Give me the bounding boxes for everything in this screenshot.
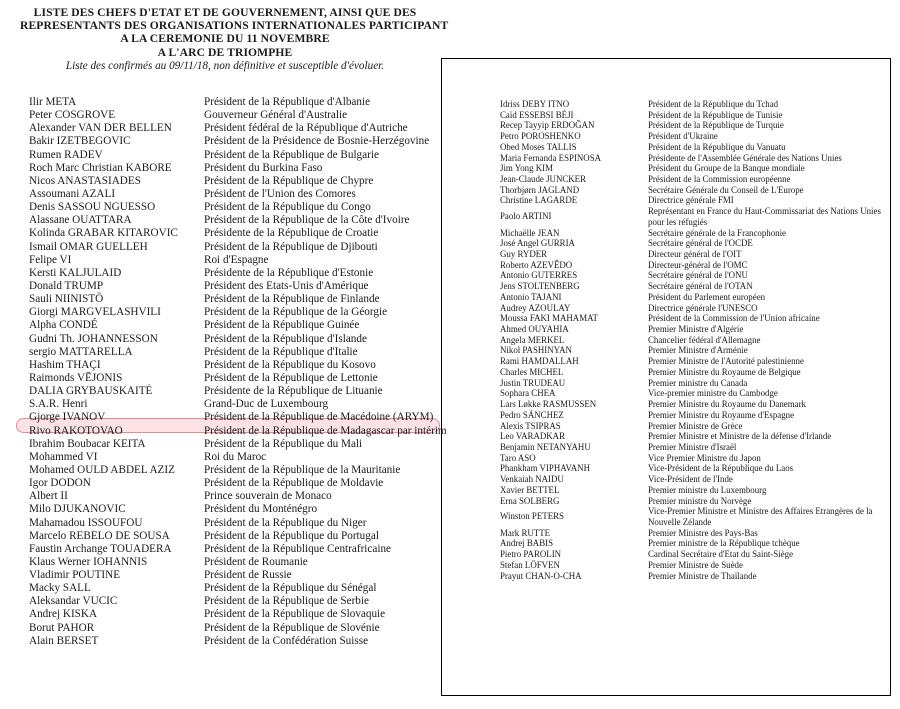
list-item (29, 438, 439, 451)
list-item (29, 490, 439, 503)
list-item (500, 270, 890, 281)
participant-name: Bakir IZETBEGOVIC (29, 135, 131, 148)
list-item (500, 463, 890, 474)
list-item (29, 385, 439, 398)
participant-name: Aleksandar VUCIC (29, 595, 118, 608)
participant-name: Albert II (29, 490, 68, 503)
participant-name: Idriss DEBY ITNO (500, 99, 570, 109)
participant-role: Président de la République d'Albanie (204, 96, 371, 108)
participant-role: Président de la République de Moldavie (204, 477, 384, 490)
list-item (29, 622, 439, 635)
participant-name: Felipe VI (29, 253, 72, 266)
participant-name: Jim Yong KIM (500, 163, 554, 174)
participant-name: Roberto AZEVÊDO (500, 259, 573, 270)
list-item (29, 608, 439, 621)
participant-name: Gjorge IVANOV (29, 411, 106, 424)
left-participant-list (29, 96, 447, 648)
participant-name: Giorgi MARGVELASHVILI (29, 306, 161, 319)
list-item (29, 162, 439, 175)
participant-role: Premier Ministre du Royaume du Danemark (648, 399, 806, 410)
participant-name: Venkaiah NAIDU (500, 474, 564, 485)
list-item (500, 388, 890, 399)
participant-role: Chancelier fédéral d'Allemagne (648, 334, 761, 345)
list-item (500, 560, 890, 571)
participant-role: Président de la République du Kosovo (204, 358, 376, 371)
participant-name: Moussa FAKI MAHAMAT (500, 313, 598, 324)
participant-role: Président de la République du Portugal (204, 529, 379, 542)
title-line: A LA CEREMONIE DU 11 NOVEMBRE (120, 32, 330, 46)
participant-role: Secrétaire général de l'OTAN (648, 281, 753, 292)
participant-role: Président de la République de Djibouti (204, 240, 378, 253)
participant-name: Angela MERKEL (500, 334, 565, 345)
participant-name: Benjamin NETANYAHU (500, 441, 591, 452)
participant-name: Mahamadou ISSOUFOU (29, 516, 143, 529)
right-participant-list (500, 99, 890, 581)
participant-role: Premier Ministre de Grèce (648, 420, 743, 431)
participant-name: Ilir META (29, 96, 77, 108)
participant-name: Roch Marc Christian KABORE (29, 161, 172, 174)
list-item (29, 319, 439, 332)
list-item (500, 163, 890, 174)
participant-name: Hashim THAÇI (29, 358, 101, 371)
list-item (29, 188, 439, 201)
list-item (29, 306, 439, 319)
participant-name: Charles MICHEL (500, 366, 564, 377)
participant-role: Présidente de l'Assemblée Générale des Nations Unies (648, 152, 842, 163)
participant-role: Président de la République de Slovénie (204, 621, 380, 634)
list-item (29, 595, 439, 608)
participant-role: Premier Ministre du Royaume d'Espagne (648, 409, 795, 420)
participant-role: Président de Russie (204, 569, 292, 582)
participant-role: Président de la République de Macédoine (ARYM) (204, 411, 434, 424)
participant-role: Représentant en France du Haut-Commissariat des Nations Unies pour les réfugiés (648, 206, 881, 227)
participant-name: Paolo ARTINI (500, 211, 552, 222)
list-item (500, 260, 890, 271)
list-item (29, 359, 439, 372)
participant-name: Marcelo REBELO DE SOUSA (29, 529, 170, 542)
participant-name: Alexis TSIPRAS (500, 420, 561, 431)
participant-name: Alexander VAN DER BELLEN (29, 122, 172, 135)
participant-role: Prince souverain de Monaco (204, 490, 332, 503)
participant-role: Président de la République de Chypre (204, 174, 374, 187)
participant-role: Gouverneur Général d'Australie (204, 109, 348, 122)
participant-role: Président du Groupe de la Banque mondiale (648, 163, 805, 174)
participant-name: Michaëlle JEAN (500, 227, 560, 238)
participant-name: Christine LAGARDE (500, 195, 578, 206)
list-item (500, 356, 890, 367)
participant-name: Maria Fernanda ESPINOSA (500, 152, 602, 163)
title-line: A L'ARC DE TRIOMPHE (157, 45, 293, 59)
list-item (500, 528, 890, 539)
list-item (29, 372, 439, 385)
participant-role: Présidente de la République de Croatie (204, 227, 379, 240)
participant-name: DALIA GRYBAUSKAITĖ (29, 385, 153, 398)
participant-name: Andrej KISKA (29, 608, 98, 621)
list-item (29, 267, 439, 280)
list-item (500, 238, 890, 249)
list-item (29, 122, 439, 135)
list-item (29, 346, 439, 359)
list-item (29, 503, 439, 516)
participant-role: Président de la République de Tunisie (648, 109, 783, 120)
participant-role: Président de la République du Congo (204, 201, 371, 214)
participant-name: Taro ASO (500, 452, 536, 463)
list-item (29, 135, 439, 148)
list-item (500, 303, 890, 314)
title-line: LISTE DES CHEFS D'ETAT ET DE GOUVERNEMENT, AINSI QUE DES (33, 6, 417, 19)
participant-name: sergio MATTARELLA (29, 345, 133, 358)
participant-role: Président de la République du Sénégal (204, 582, 377, 595)
participant-name: Caïd ESSEBSI BÉJI (500, 109, 574, 120)
participant-role: Président de la République du Mali (204, 437, 363, 450)
participant-role: Président de Roumanie (204, 555, 308, 568)
participant-name: Borut PAHOR (29, 621, 95, 634)
participant-name: Milo DJUKANOVIC (29, 503, 126, 516)
list-item (29, 96, 439, 109)
participant-name: Ismail OMAR GUELLEH (29, 240, 148, 253)
participant-role: Premier Ministre de Suède (648, 559, 743, 570)
participant-name: Antonio TAJANI (500, 291, 562, 302)
list-item (500, 345, 890, 356)
participant-name: Ahmed OUYAHIA (500, 324, 569, 335)
participant-name: Lars Løkke RASMUSSEN (500, 399, 597, 410)
participant-role: Président de la République de Bulgarie (204, 148, 379, 161)
participant-role: Vice-premier ministre du Cambodge (648, 388, 778, 399)
list-item (500, 292, 890, 303)
participant-role: Président du Burkina Faso (204, 161, 323, 174)
list-item (500, 485, 890, 496)
list-item (500, 206, 890, 227)
participant-role: Président fédéral de la République d'Autriche (204, 122, 408, 135)
participant-name: Pedro SÁNCHEZ (500, 409, 564, 420)
participant-name: Denis SASSOU NGUESSO (29, 201, 156, 214)
participant-name: Assoumani AZALI (29, 187, 116, 200)
participant-role: Président de la République du Vanuatu (648, 141, 786, 152)
list-item (29, 280, 439, 293)
list-item (500, 142, 890, 153)
list-item (29, 543, 439, 556)
participant-role: Présidente de la République d'Estonie (204, 266, 374, 279)
list-item (500, 421, 890, 432)
participant-name: Antonio GUTERRES (500, 270, 578, 281)
participant-role: Directrice générale FMI (648, 195, 734, 206)
list-item (500, 313, 890, 324)
participant-name: Kolinda GRABAR KITAROVIC (29, 227, 178, 240)
participant-role: Premier Ministre d'Algérie (648, 324, 744, 335)
participant-role: Secrétaire général de l'ONU (648, 270, 748, 281)
participant-role: Secrétaire générale de la Francophonie (648, 227, 786, 238)
participant-name: Rivo RAKOTOVAO (29, 424, 123, 437)
list-item (500, 99, 890, 110)
participant-name: Alpha CONDÉ (29, 319, 98, 332)
participant-role: Président de la République Guinée (204, 319, 360, 332)
participant-name: Alassane OUATTARA (29, 214, 132, 227)
participant-role: Président de la République du Tchad (648, 99, 779, 109)
list-item (29, 569, 439, 582)
list-item (29, 227, 439, 240)
participant-role: Roi du Maroc (204, 450, 267, 463)
participant-role: Président de la République Centrafricaine (204, 542, 392, 555)
list-item (29, 293, 439, 306)
participant-name: Pietro PAROLIN (500, 549, 562, 560)
list-item (29, 333, 439, 346)
list-item (500, 399, 890, 410)
participant-role: Président de la République de la Mauritanie (204, 463, 401, 476)
participant-name: Thorbjørn JAGLAND (500, 184, 580, 195)
list-item (29, 149, 439, 162)
participant-role: Président de la République de Turquie (648, 120, 784, 131)
participant-name: Macky SALL (29, 582, 91, 595)
list-item (29, 214, 439, 227)
list-item (500, 131, 890, 142)
participant-name: Gudni Th. JOHANNESSON (29, 332, 158, 345)
list-item (500, 549, 890, 560)
title-line: REPRESENTANTS DES ORGANISATIONS INTERNATIONALES PARTICIPANT (20, 19, 449, 33)
participant-role: Cardinal Secrétaire d'Etat du Saint-Siège (648, 549, 794, 560)
participant-role: Premier Ministre et Ministre de la défense d'Irlande (648, 431, 832, 442)
list-item (500, 453, 890, 464)
participant-role: Premier ministre de la République tchèque (648, 538, 800, 549)
list-item (29, 241, 439, 254)
participant-role: Premier Ministre de l'Autorité palestinienne (648, 356, 804, 367)
participant-name: Donald TRUMP (29, 279, 104, 292)
list-item (29, 464, 439, 477)
participant-name: Kersti KALJULAID (29, 266, 122, 279)
participant-name: Xavier BETTEL (500, 484, 560, 495)
participant-role: Vice-Président de la République du Laos (648, 463, 794, 474)
participant-role: Président du Monténégro (204, 503, 318, 516)
list-item (500, 506, 890, 527)
list-item (500, 335, 890, 346)
list-item (29, 411, 439, 424)
participant-name: Obed Moses TALLIS (500, 141, 577, 152)
participant-name: Audrey AZOULAY (500, 302, 571, 313)
list-item (500, 120, 890, 131)
participant-role: Président de la Présidence de Bosnie-Herzégovine (204, 135, 430, 148)
participant-role: Secrétaire général de l'OCDE (648, 238, 753, 249)
list-item (29, 517, 439, 530)
participant-role: Président de la République de Lettonie (204, 371, 378, 384)
list-item (500, 281, 890, 292)
participant-name: Sophara CHEA (500, 388, 556, 399)
participant-name: Sauli NIINISTÖ (29, 293, 104, 306)
participant-name: Mohamed OULD ABDEL AZIZ (29, 463, 175, 476)
list-item (29, 175, 439, 188)
list-item (29, 424, 447, 438)
participant-name: Jean-Claude JUNCKER (500, 174, 587, 185)
participant-role: Président de la République d'Italie (204, 345, 358, 358)
participant-role: Premier ministre du Luxembourg (648, 484, 767, 495)
list-item (500, 496, 890, 507)
list-item (500, 378, 890, 389)
participant-name: Mark RUTTE (500, 527, 551, 538)
participant-name: Guy RYDER (500, 249, 548, 260)
participant-name: Igor DODON (29, 477, 91, 490)
participant-name: Klaus Werner IOHANNIS (29, 555, 148, 568)
list-item (29, 582, 439, 595)
participant-role: Président de la Commission européenne (648, 174, 791, 185)
list-item (500, 174, 890, 185)
participant-name: Ibrahim Boubacar KEITA (29, 437, 146, 450)
participant-name: Stefan LÖFVEN (500, 559, 560, 570)
participant-role: Président de la République de la Géorgie (204, 306, 388, 319)
list-item (29, 635, 439, 648)
participant-role: Premier Ministre d'Israël (648, 441, 737, 452)
participant-name: Rami HAMDALLAH (500, 356, 579, 367)
list-item (500, 571, 890, 582)
participant-name: Erna SOLBERG (500, 495, 560, 506)
list-item (500, 195, 890, 206)
participant-name: Prayut CHAN-O-CHA (500, 570, 582, 581)
list-item (29, 556, 439, 569)
participant-role: Directeur général de l'OIT (648, 249, 742, 260)
participant-role: Vice Premier Ministre du Japon (648, 452, 761, 463)
participant-role: Vice-Premier Ministre et Ministre des Affaires Etrangères de la Nouvelle Zélande (648, 506, 873, 527)
participant-role: Président du Parlement européen (648, 291, 766, 302)
participant-role: Directeur-général de l'OMC (648, 259, 748, 270)
participant-name: Leo VARADKAR (500, 431, 566, 442)
participant-name: Vladimir POUTINE (29, 569, 121, 582)
participant-name: Peter COSGROVE (29, 109, 116, 122)
participant-role: Premier Ministre d'Arménie (648, 345, 748, 356)
participant-name: S.A.R. Henri (29, 398, 88, 411)
participant-role: Président de la République de Serbie (204, 595, 369, 608)
subtitle: Liste des confirmés au 09/11/18, non définitive et susceptible d'évoluer. (65, 59, 385, 72)
participant-name: José Angel GURRIA (500, 238, 575, 249)
participant-role: Roi d'Espagne (204, 253, 269, 266)
list-item (29, 477, 439, 490)
list-item (500, 538, 890, 549)
list-item (29, 398, 439, 411)
participant-role: Président de la République de Slovaquie (204, 608, 386, 621)
participant-name: Andrej BABIS (500, 538, 554, 549)
participant-name: Justin TRUDEAU (500, 377, 566, 388)
participant-name: Mohammed VI (29, 450, 98, 463)
participant-role: Premier Ministre des Pays-Bas (648, 527, 758, 538)
participant-name: Faustin Archange TOUADERA (29, 542, 172, 555)
list-item (500, 228, 890, 239)
list-item (29, 201, 439, 214)
participant-role: Président d'Ukraine (648, 131, 718, 142)
participant-role: Président de la République de Finlande (204, 293, 380, 306)
participant-role: Secrétaire Générale du Conseil de L'Europe (648, 184, 804, 195)
participant-role: Premier Ministre de Thaïlande (648, 570, 757, 581)
participant-role: Présidente de la République de Lituanie (204, 385, 383, 398)
participant-name: Phankham VIPHAVANH (500, 463, 590, 474)
participant-role: Président de la République de la Côte d'Ivoire (204, 214, 410, 227)
list-item (500, 249, 890, 260)
participant-name: Rumen RADEV (29, 148, 103, 161)
participant-role: Président de la République du Niger (204, 516, 367, 529)
list-item (29, 109, 439, 122)
participant-name: Jens STOLTENBERG (500, 281, 580, 292)
participant-role: Président de l'Union des Comores (204, 187, 356, 200)
list-item (500, 431, 890, 442)
list-item (500, 153, 890, 164)
participant-role: Président de la Commission de l'Union africaine (648, 313, 820, 324)
participant-name: Alain BERSET (29, 634, 99, 647)
participant-role: Président des Etats-Unis d'Amérique (204, 279, 369, 292)
participant-name: Winston PETERS (500, 511, 564, 522)
participant-role: Premier Ministre du Royaume de Belgique (648, 366, 801, 377)
participant-role: Vice-Président de l'Inde (648, 474, 733, 485)
participant-role: Grand-Duc de Luxembourg (204, 398, 329, 411)
participant-role: Président de la République d'Islande (204, 332, 367, 345)
list-item (500, 442, 890, 453)
participant-name: Nikol PASHINYAN (500, 345, 572, 356)
participant-role: Président de la Confédération Suisse (204, 634, 369, 647)
participant-name: Raimonds VĒJONIS (29, 371, 123, 384)
participant-role: Premier ministre du Norvège (648, 495, 752, 506)
document-header (20, 6, 449, 73)
participant-role: Directrice générale l'UNESCO (648, 302, 758, 313)
participant-name: Nicos ANASTASIADES (29, 174, 141, 187)
participant-role: Président de la République de Madagascar par intérim (204, 424, 447, 437)
list-item (500, 185, 890, 196)
list-item (500, 324, 890, 335)
list-item (29, 530, 439, 543)
list-item (29, 254, 439, 267)
list-item (500, 474, 890, 485)
list-item (29, 451, 439, 464)
participant-name: Recep Tayyip ERDOĞAN (500, 120, 595, 131)
list-item (500, 410, 890, 421)
list-item (500, 110, 890, 121)
participant-role: Premier ministre du Canada (648, 377, 748, 388)
list-item (500, 367, 890, 378)
participant-name: Petro POROSHENKO (500, 131, 581, 142)
